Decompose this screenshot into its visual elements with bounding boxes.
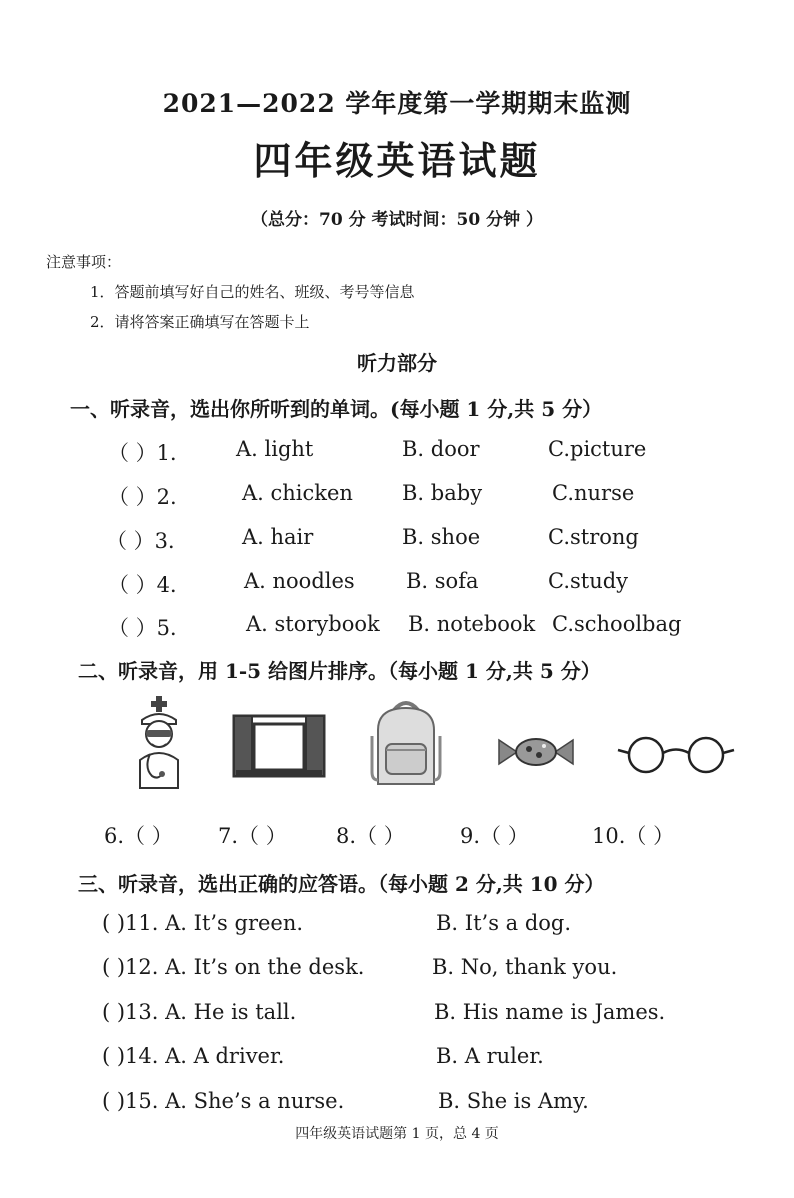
answer-bracket[interactable]: （ ）5． bbox=[108, 616, 192, 640]
s3-question-14 bbox=[0, 1044, 794, 1074]
option-b: B. She is Amy. bbox=[438, 1089, 589, 1113]
option-b: B. shoe bbox=[402, 525, 481, 549]
option-c: C.strong bbox=[548, 525, 639, 549]
option-c: C.picture bbox=[548, 437, 647, 461]
s1-question-5 bbox=[0, 612, 794, 642]
exam-title-line2: 四年级英语试题 bbox=[253, 138, 541, 183]
answer-bracket[interactable]: （ ）3． bbox=[106, 529, 190, 553]
blank-7[interactable]: 7.（ ） bbox=[218, 824, 287, 848]
section1-title: 一、听录音，选出你所听到的单词。(每小题 1 分,共 5 分） bbox=[70, 397, 603, 421]
answer-bracket[interactable]: （ ）2. bbox=[108, 485, 177, 509]
note-item-2: 2．请将答案正确填写在答题卡上 bbox=[90, 313, 310, 331]
page-footer: 四年级英语试题第 1 页，总 4 页 bbox=[295, 1126, 499, 1142]
option-c: C.study bbox=[548, 569, 629, 593]
schoolbag-icon bbox=[366, 696, 446, 788]
option-a: A. noodles bbox=[244, 569, 355, 593]
candy-icon bbox=[497, 734, 575, 770]
note-item-1: 1．答题前填写好自己的姓名、班级、考号等信息 bbox=[90, 283, 415, 301]
s3-question-12 bbox=[0, 955, 794, 985]
option-b: B. notebook bbox=[408, 612, 536, 636]
question-stem[interactable]: ( )14. A. A driver. bbox=[102, 1044, 285, 1068]
s1-question-1 bbox=[0, 437, 794, 467]
section3-title: 三、听录音，选出正确的应答语。（每小题 2 分,共 10 分） bbox=[78, 872, 605, 896]
option-b: B. baby bbox=[402, 481, 483, 505]
option-c: C.nurse bbox=[552, 481, 635, 505]
question-stem[interactable]: ( )15. A. She’s a nurse. bbox=[102, 1089, 345, 1113]
option-b: B. sofa bbox=[406, 569, 479, 593]
option-b: B. It’s a dog. bbox=[436, 911, 572, 935]
s1-question-3 bbox=[0, 525, 794, 555]
option-b: B. A ruler. bbox=[436, 1044, 544, 1068]
exam-title-line1: 2021—2022 学年度第一学期期末监测 bbox=[162, 89, 632, 118]
glasses-icon bbox=[616, 734, 736, 776]
option-a: A. storybook bbox=[246, 612, 380, 636]
option-c: C.schoolbag bbox=[552, 612, 682, 636]
score-info: （总分：70 分 考试时间：50 分钟 ） bbox=[251, 210, 543, 230]
s3-question-13 bbox=[0, 1000, 794, 1030]
answer-bracket[interactable]: （ ）4． bbox=[108, 573, 192, 597]
question-stem[interactable]: ( )11. A. It’s green. bbox=[102, 911, 304, 935]
listening-section-title: 听力部分 bbox=[357, 351, 437, 375]
s1-question-4 bbox=[0, 569, 794, 599]
s3-question-11 bbox=[0, 911, 794, 941]
option-b: B. His name is James. bbox=[434, 1000, 666, 1024]
option-a: A. chicken bbox=[242, 481, 353, 505]
blank-10[interactable]: 10.（ ） bbox=[592, 824, 675, 848]
blank-6[interactable]: 6.（ ） bbox=[104, 824, 173, 848]
option-a: A. hair bbox=[242, 525, 314, 549]
answer-bracket[interactable]: （ ）1． bbox=[108, 441, 192, 465]
question-stem[interactable]: ( )13. A. He is tall. bbox=[102, 1000, 297, 1024]
question-stem[interactable]: ( )12. A. It’s on the desk. bbox=[102, 955, 365, 979]
option-a: A. light bbox=[236, 437, 314, 461]
blank-8[interactable]: 8.（ ） bbox=[336, 824, 405, 848]
blank-9[interactable]: 9.（ ） bbox=[460, 824, 529, 848]
section2-title: 二、听录音，用 1-5 给图片排序。（每小题 1 分,共 5 分） bbox=[78, 659, 601, 683]
window-icon bbox=[232, 712, 326, 778]
nurse-icon bbox=[132, 694, 186, 790]
notes-heading: 注意事项： bbox=[46, 253, 122, 271]
option-b: B. No, thank you. bbox=[432, 955, 618, 979]
picture-order-blanks bbox=[0, 820, 794, 850]
option-b: B. door bbox=[402, 437, 480, 461]
s3-question-15 bbox=[0, 1089, 794, 1119]
s1-question-2 bbox=[0, 481, 794, 511]
